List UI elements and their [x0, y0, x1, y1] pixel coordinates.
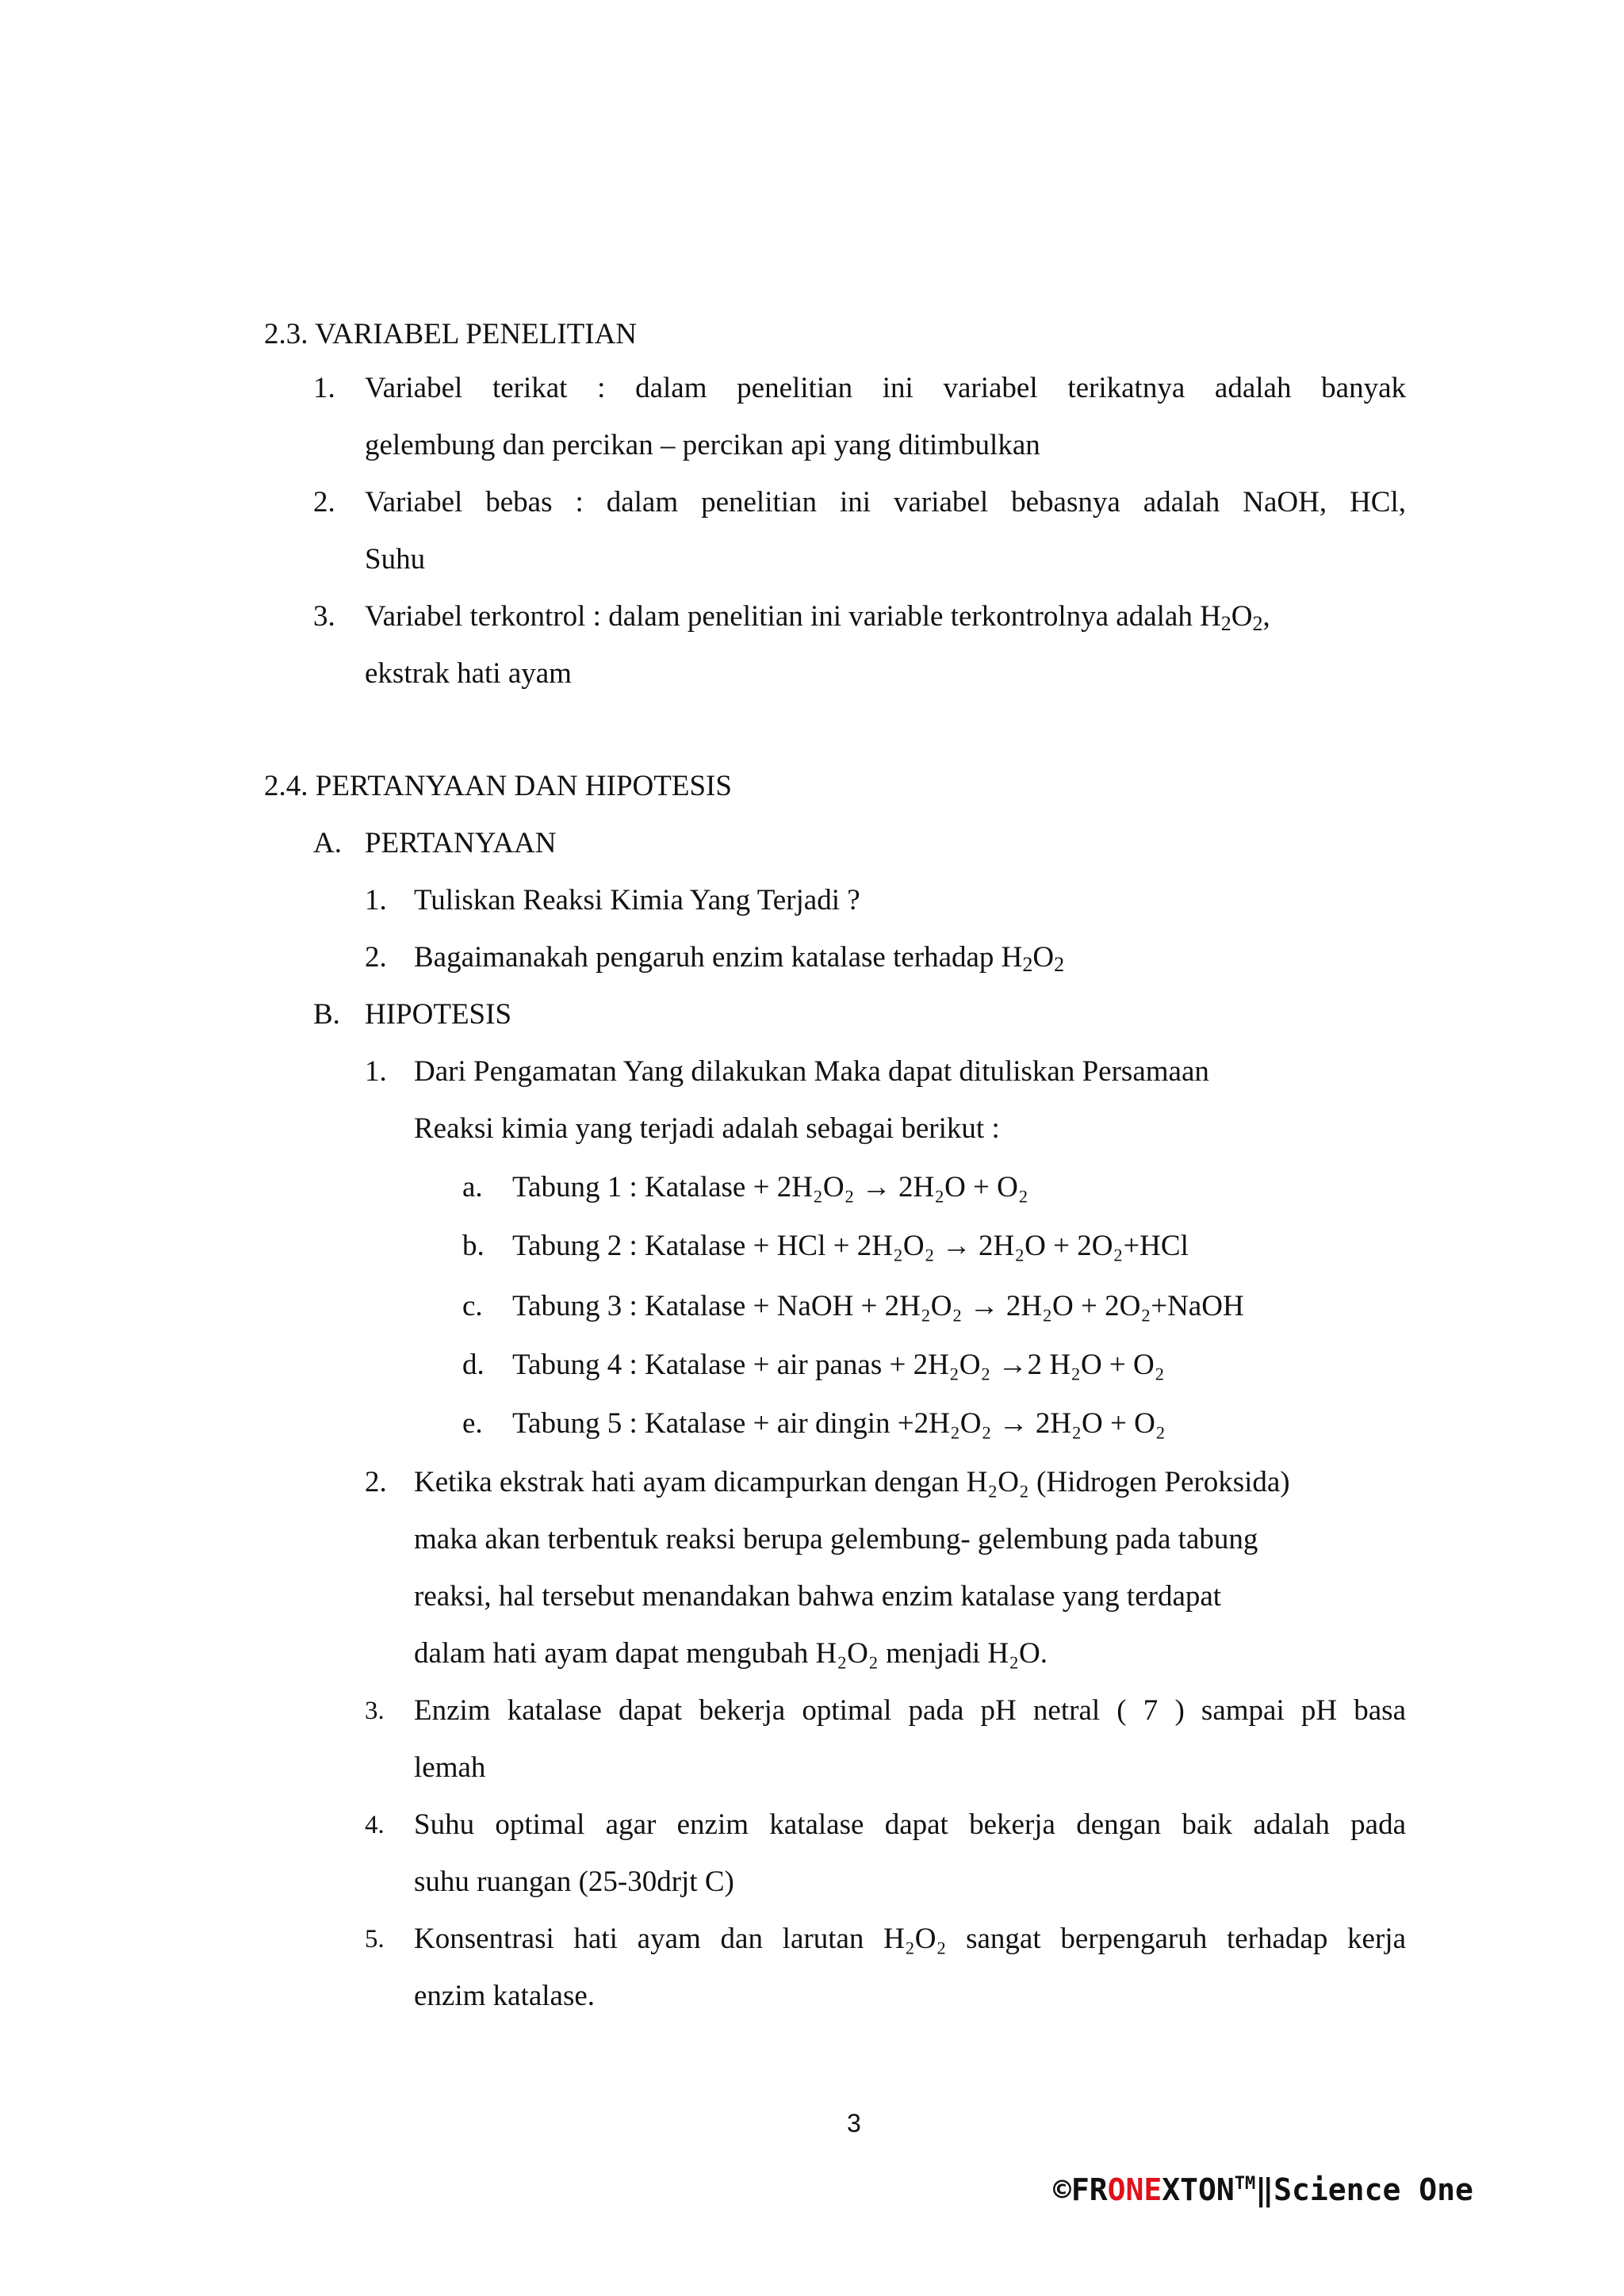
sub-section-label: B.	[313, 998, 340, 1031]
hypothesis-text: Enzim katalase dapat bekerja optimal pada pH netral ( 7 ) sampai pH basa	[414, 1694, 1406, 1727]
reaction-equation: Tabung 3 : Katalase + NaOH + 2H₂O₂ → 2H₂O + 2O₂+NaOH	[512, 1290, 1244, 1322]
reaction-equation: Tabung 2 : Katalase + HCl + 2H₂O₂ → 2H₂O + 2O₂+HCl	[512, 1230, 1189, 1262]
text-segment: ,	[1262, 600, 1270, 633]
reaction-equation: Tabung 4 : Katalase + air panas + 2H₂O₂ →2 H₂O + O₂	[512, 1349, 1165, 1381]
list-number: 1.	[313, 372, 335, 404]
list-number: 2.	[313, 486, 335, 519]
list-number: 3.	[313, 600, 335, 633]
hypothesis-text: reaksi, hal tersebut menandakan bahwa enzim katalase yang terdapat	[414, 1580, 1222, 1613]
trademark-mark: TM	[1234, 2174, 1256, 2194]
hypothesis-text: Konsentrasi hati ayam dan larutan H₂O₂ sangat berpengaruh terhadap kerja	[414, 1923, 1406, 1955]
hypothesis-text: dalam hati ayam dapat mengubah H₂O₂ menjadi H₂O.	[414, 1637, 1048, 1670]
reaction-letter: c.	[462, 1290, 483, 1322]
text-segment: Bagaimanakah pengaruh enzim katalase terhadap H	[414, 941, 1023, 974]
reaction-equation: Tabung 1 : Katalase + 2H₂O₂ → 2H₂O + O₂	[512, 1171, 1028, 1203]
list-number: 5.	[365, 1925, 385, 1954]
list-item-text: ekstrak hati ayam	[365, 657, 572, 690]
question-text: Tuliskan Reaksi Kimia Yang Terjadi ?	[414, 884, 860, 916]
brand-text: XTON	[1162, 2172, 1235, 2207]
section-heading-variabel: 2.3. VARIABEL PENELITIAN	[264, 318, 638, 350]
hypothesis-text: maka akan terbentuk reaksi berupa gelembung- gelembung pada tabung	[414, 1523, 1258, 1556]
list-number: 3.	[365, 1697, 385, 1725]
list-number: 4.	[365, 1811, 385, 1839]
list-number: 2.	[365, 1466, 387, 1498]
list-item-text	[365, 599, 1270, 634]
subscript: 2	[1252, 612, 1263, 635]
text-segment: O	[1032, 941, 1055, 974]
brand-text-red: ONE	[1107, 2172, 1162, 2207]
page-number: 3	[847, 2109, 861, 2137]
subscript: 2	[1022, 953, 1033, 976]
sub-section-label: A.	[313, 827, 342, 859]
hypothesis-text: lemah	[414, 1751, 486, 1784]
hypothesis-text: Ketika ekstrak hati ayam dicampurkan dengan H₂O₂ (Hidrogen Peroksida)	[414, 1466, 1290, 1498]
reaction-letter: e.	[462, 1407, 483, 1440]
text-segment: O	[1231, 600, 1253, 633]
reaction-equation: Tabung 5 : Katalase + air dingin +2H₂O₂ → 2H₂O + O₂	[512, 1407, 1166, 1440]
brand-text: ‖Science One	[1255, 2172, 1473, 2207]
list-number: 1.	[365, 884, 387, 916]
sub-section-title: HIPOTESIS	[365, 998, 512, 1031]
reaction-letter: d.	[462, 1349, 485, 1381]
reaction-letter: b.	[462, 1230, 485, 1262]
section-heading-pertanyaan-hipotesis: 2.4. PERTANYAAN DAN HIPOTESIS	[264, 770, 732, 802]
subscript: 2	[1220, 612, 1231, 635]
hypothesis-text: suhu ruangan (25-30drjt C)	[414, 1866, 734, 1898]
list-item-text: Variabel terikat : dalam penelitian ini variabel terikatnya adalah banyak	[365, 372, 1406, 404]
list-item-text: Suhu	[365, 543, 426, 576]
brand-watermark	[1053, 2172, 1473, 2207]
hypothesis-text: Reaksi kimia yang terjadi adalah sebagai berikut :	[414, 1112, 1000, 1145]
hypothesis-text: Suhu optimal agar enzim katalase dapat bekerja dengan baik adalah pada	[414, 1808, 1406, 1841]
subscript: 2	[1054, 953, 1065, 976]
list-item-text: gelembung dan percikan – percikan api yang ditimbulkan	[365, 429, 1040, 461]
list-item-text: Variabel bebas : dalam penelitian ini variabel bebasnya adalah NaOH, HCl,	[365, 486, 1406, 519]
hypothesis-text: enzim katalase.	[414, 1980, 596, 2012]
sub-section-title: PERTANYAAN	[365, 827, 557, 859]
brand-text: ©FR	[1053, 2172, 1108, 2207]
list-number: 1.	[365, 1055, 387, 1088]
reaction-letter: a.	[462, 1171, 483, 1203]
hypothesis-text: Dari Pengamatan Yang dilakukan Maka dapat dituliskan Persamaan	[414, 1055, 1209, 1088]
question-text	[414, 940, 1064, 975]
text-segment: Variabel terkontrol : dalam penelitian ini variable terkontrolnya adalah H	[365, 600, 1221, 633]
list-number: 2.	[365, 941, 387, 974]
